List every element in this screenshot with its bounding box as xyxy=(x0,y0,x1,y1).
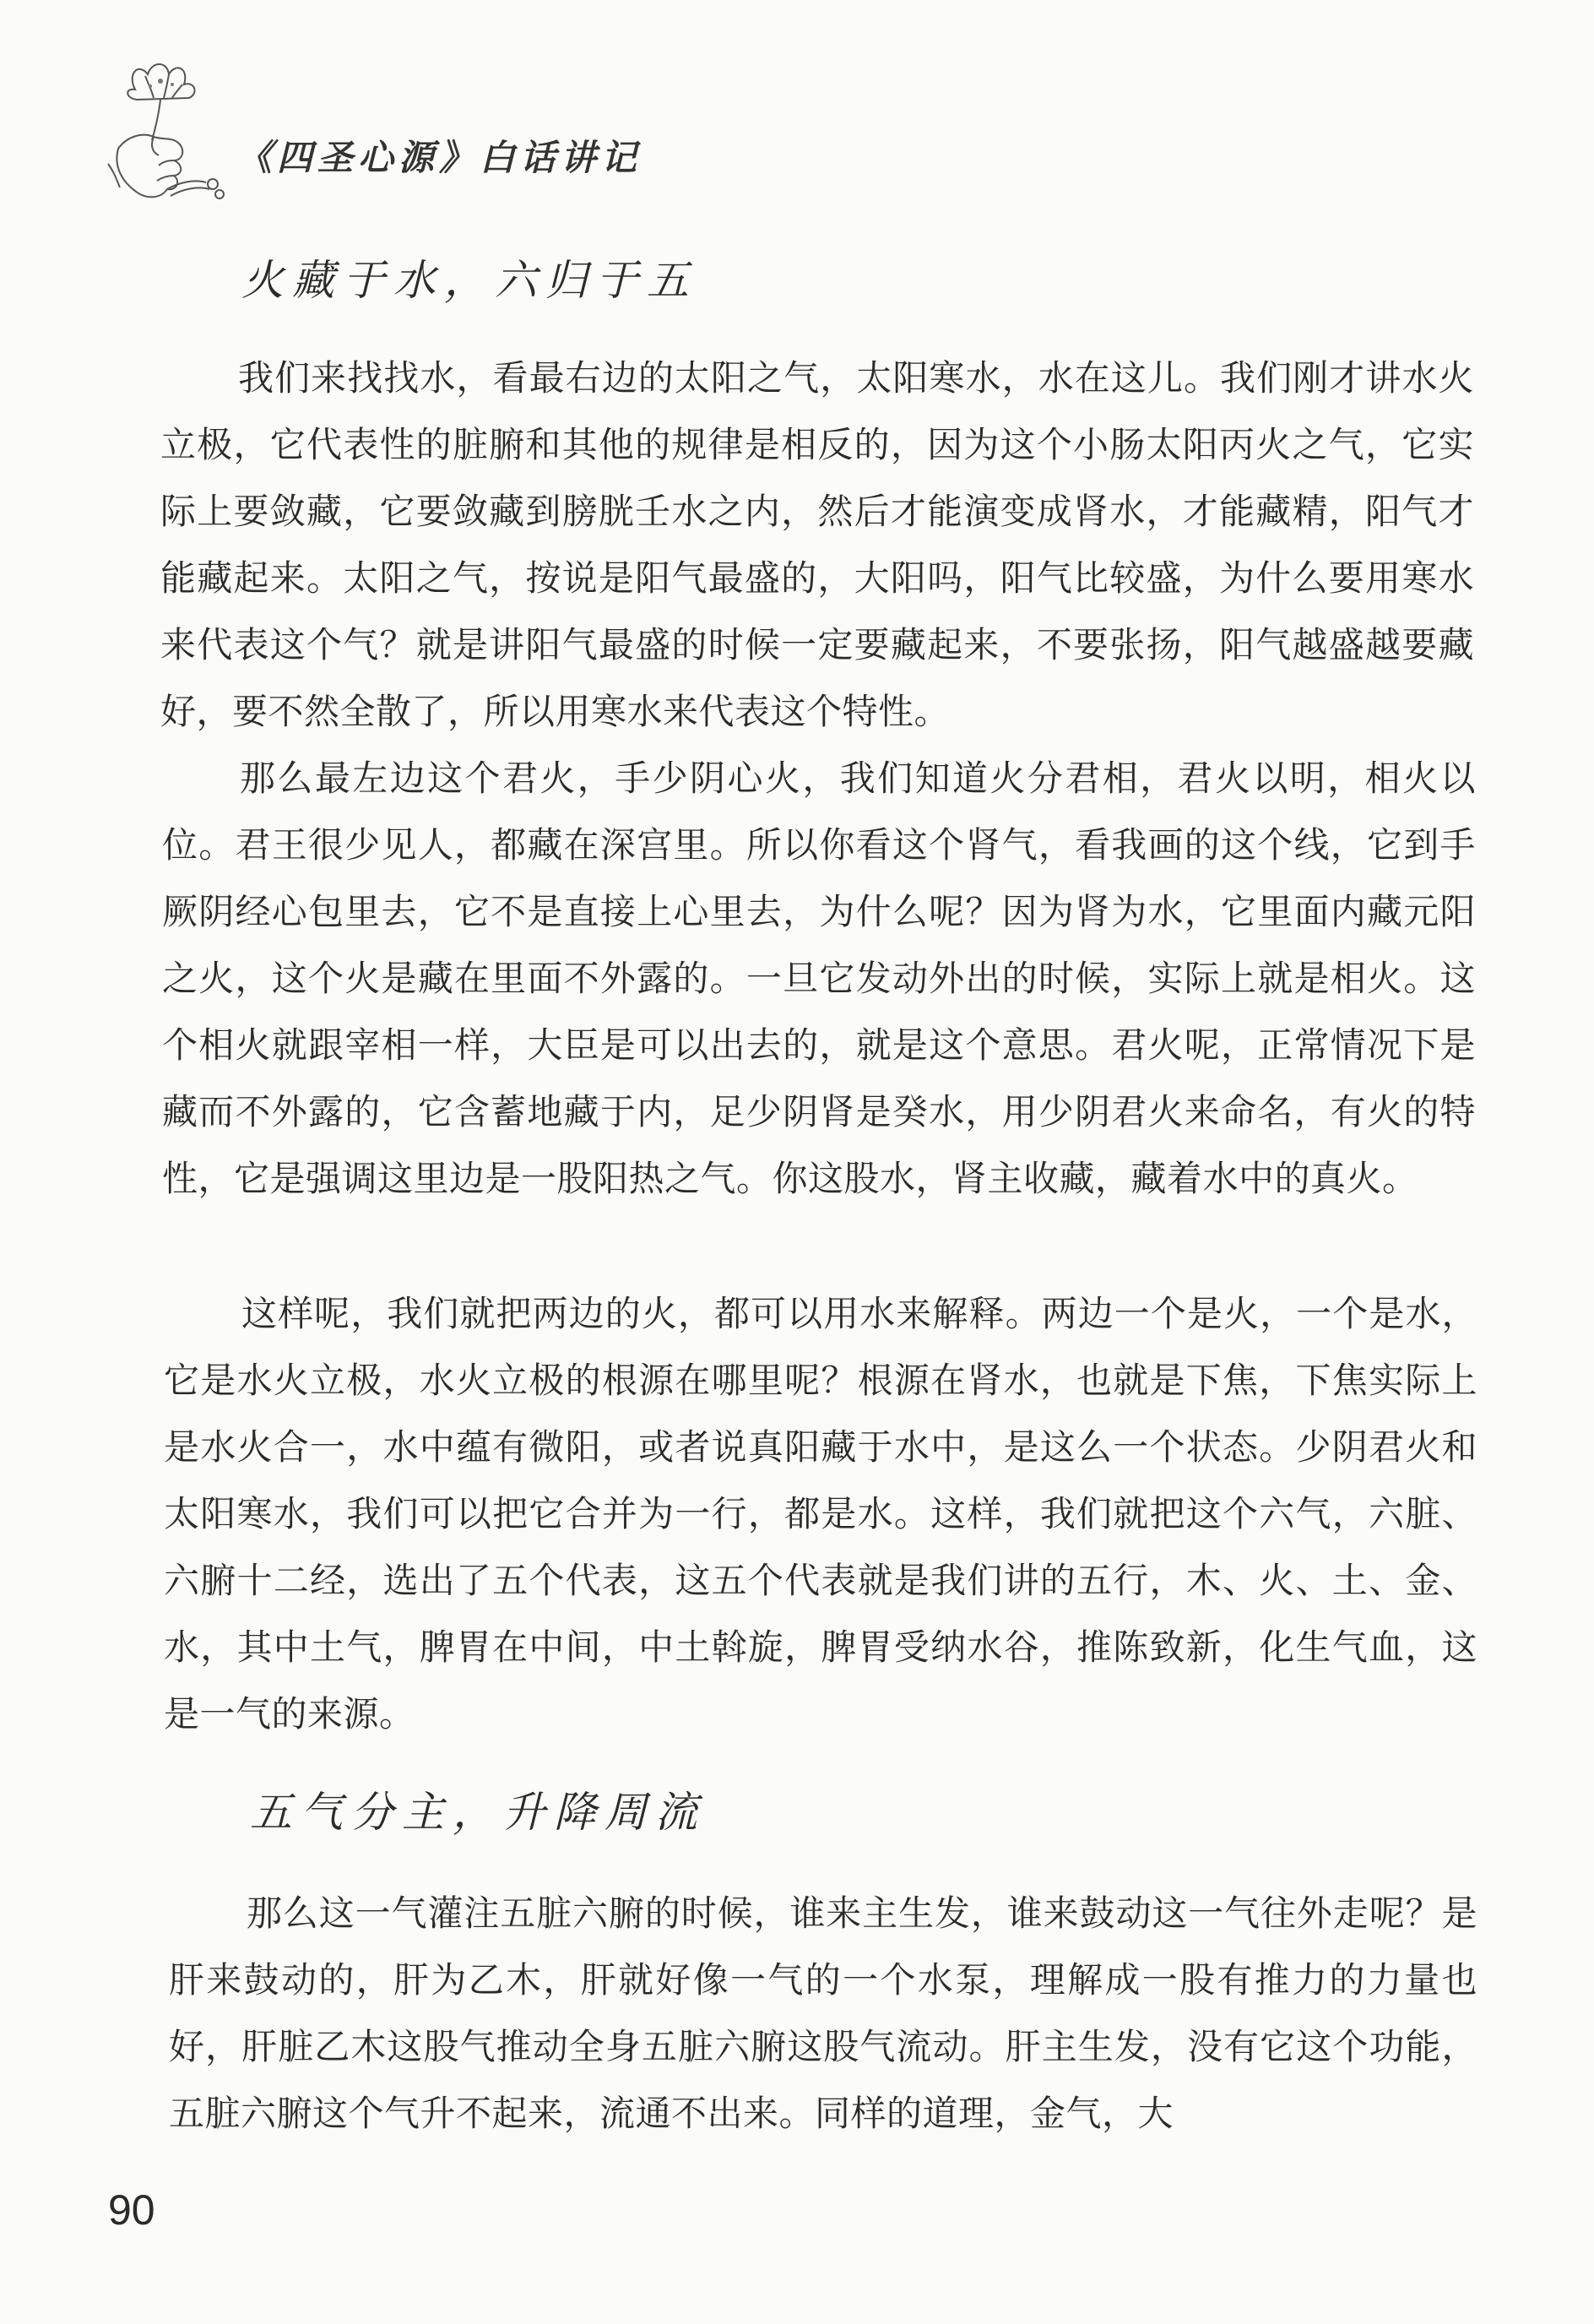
paragraph-1: 我们来找找水，看最右边的太阳之气，太阳寒水，水在这儿。我们刚才讲水火立极，它代表性的脏腑和其他的规律是相反的，因为这个小肠太阳丙火之气，它实际上要敛藏，它要敛藏到膀胱壬水之内，然后才能演变成肾水，才能藏精，阳气才能藏起来。太阳之气，按说是阳气最盛的，大阳吗，阳气比较盛，为什么要用寒水来代表这个气？就是讲阳气最盛的时候一定要藏起来，不要张扬，阳气越盛越要藏好，要不然全散了，所以用寒水来代表这个特性。 xyxy=(160,357,1474,732)
paragraph-3: 这样呢，我们就把两边的火，都可以用水来解释。两边一个是火，一个是水，它是水火立极，水火立极的根源在哪里呢？根源在肾水，也就是下焦，下焦实际上是水火合一，水中蕴有微阳，或者说真阳藏于水中，是这么一个状态。少阴君火和太阳寒水，我们可以把它合并为一行，都是水。这样，我们就把这个六气，六脏、六腑十二经，选出了五个代表，这五个代表就是我们讲的五行，木、火、土、金、水，其中土气，脾胃在中间，中土斡旋，脾胃受纳水谷，推陈致新，化生气血，这是一气的来源。 xyxy=(164,1293,1477,1735)
section-heading-2: 五气分主，升降周流 xyxy=(250,1788,706,1837)
paragraph-4: 那么这一气灌注五脏六腑的时候，谁来主生发，谁来鼓动这一气往外走呢？是肝来鼓动的，肝为乙木，肝就好像一气的一个水泵，理解成一股有推力的力量也好，肝脏乙木这股气推动全身五脏六腑这股气流动。肝主生发，没有它这个功能，五脏六腑这个气升不起来，流通不出来。同样的道理，金气，大 xyxy=(169,1892,1477,2134)
page-number: 90 xyxy=(108,2186,155,2234)
book-title: 《四圣心源》白话讲记 xyxy=(236,137,642,178)
section-heading-1: 火藏于水，六归于五 xyxy=(241,256,697,305)
paragraph-2: 那么最左边这个君火，手少阴心火，我们知道火分君相，君火以明，相火以位。君王很少见人，都藏在深宫里。所以你看这个肾气，看我画的这个线，它到手厥阴经心包里去，它不是直接上心里去，为什么呢？因为肾为水，它里面内藏元阳之火，这个火是藏在里面不外露的。一旦它发动外出的时候，实际上就是相火。这个相火就跟宰相一样，大臣是可以出去的，就是这个意思。君火呢，正常情况下是藏而不外露的，它含蓄地藏于内，足少阴肾是癸水，用少阴君火来命名，有火的特性，它是强调这里边是一股阳热之气。你这股水，肾主收藏，藏着水中的真火。 xyxy=(162,757,1476,1199)
lotus-hand-icon xyxy=(101,56,236,208)
running-header xyxy=(101,56,777,216)
